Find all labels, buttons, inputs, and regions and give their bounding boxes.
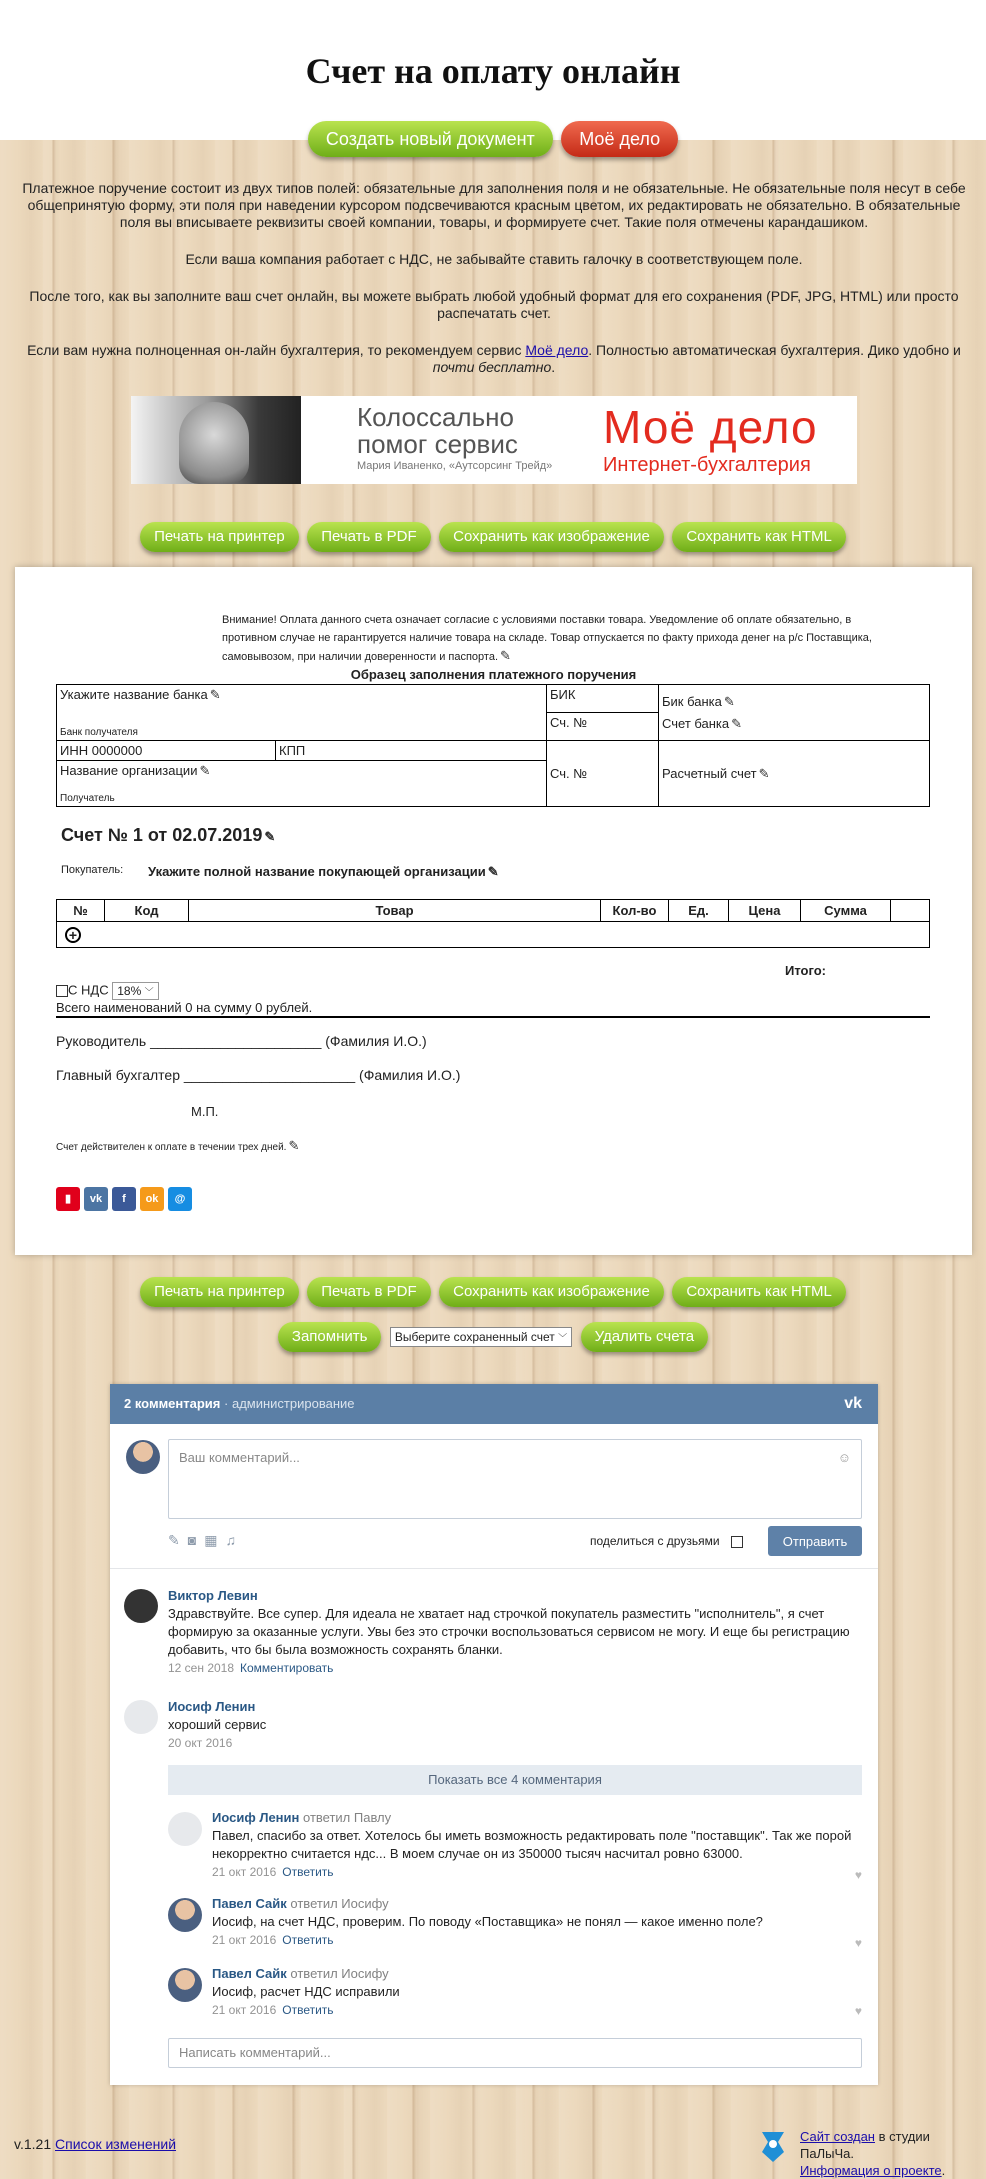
print-button[interactable]: Печать на принтер xyxy=(140,522,299,552)
action-buttons-top xyxy=(0,522,986,552)
banner-tagline: Интернет-бухгалтерия xyxy=(603,454,811,476)
validity-note[interactable]: Счет действителен к оплате в течении трех дней. ✎ xyxy=(56,1138,300,1153)
comment-author[interactable]: Иосиф Ленин xyxy=(168,1699,256,1714)
vk-logo-icon[interactable]: vk xyxy=(844,1395,862,1412)
pencil-icon: ✎ xyxy=(500,648,511,663)
footer-credits: Сайт создан в студии ПаЛыЧа. Информация о проекте. xyxy=(800,2129,946,2178)
bank-details-table xyxy=(56,684,930,807)
comment-text: Иосиф, на счет НДС, проверим. По поводу «Поставщика» не понял — какое именно поле? xyxy=(212,1914,763,1929)
person-photo-icon xyxy=(179,402,249,484)
intro-text xyxy=(16,180,972,396)
remember-button[interactable]: Запомнить xyxy=(278,1322,382,1352)
col-sum: Сумма xyxy=(801,900,891,922)
video-icon[interactable]: ▦ xyxy=(204,1532,226,1548)
comment-reply-link[interactable]: Ответить xyxy=(282,1933,334,1947)
intro-p1: Платежное поручение состоит из двух типов полей: обязательные для заполнения поля и не обязательные. Не обязательные поля несут в себе общепринятую форму, эти поля при наведении курсором подсвечиваются красным цветом, их редактировать не обязательно. В обязательные поля вы вписываете реквизиты своей компании, товары, и формируете счет. Такие поля отмечены карандашиком. xyxy=(22,180,966,230)
comment-date: 12 сен 2018 xyxy=(168,1661,235,1675)
print-button-bottom[interactable]: Печать на принтер xyxy=(140,1277,299,1307)
moe-delo-link[interactable]: Моё дело xyxy=(525,342,589,358)
top-actions xyxy=(0,121,986,157)
facebook-icon[interactable]: f xyxy=(112,1187,136,1211)
intro-p3: После того, как вы заполните ваш счет онлайн, вы можете выбрать любой удобный формат для его сохранения (PDF, JPG, HTML) или просто распечатать счет. xyxy=(29,288,959,321)
comment-reply-link[interactable]: Ответить xyxy=(282,1865,334,1879)
vat-checkbox[interactable] xyxy=(56,985,68,997)
inn-field[interactable]: ИНН 0000000 xyxy=(57,741,276,761)
share-checkbox[interactable] xyxy=(731,1536,743,1548)
kpp-field[interactable]: КПП xyxy=(276,741,547,761)
col-number: № xyxy=(57,900,105,922)
comment-author[interactable]: Виктор Левин xyxy=(168,1588,258,1603)
vk-comments-widget xyxy=(110,1384,878,2085)
like-icon[interactable]: ♥ xyxy=(854,1868,862,1882)
bank-name-cell[interactable]: Укажите название банка ✎ Банк получателя xyxy=(57,685,547,741)
avatar xyxy=(168,1968,202,2002)
comment-reply-link[interactable]: Комментировать xyxy=(240,1661,334,1675)
buyer-label: Покупатель: xyxy=(61,864,124,876)
accountant-signature: Главный бухгалтер ______________________ (Фамилия И.О.) xyxy=(56,1067,461,1083)
moe-delo-banner[interactable] xyxy=(131,396,857,484)
banner-brand: Моё дело xyxy=(603,401,818,453)
vk-header: 2 комментария · администрирование vk xyxy=(110,1384,878,1424)
pdf-button[interactable]: Печать в PDF xyxy=(307,522,430,552)
chevron-down-icon: ﹀ xyxy=(558,1333,568,1343)
vk-icon[interactable]: vk xyxy=(84,1187,108,1211)
invoice-form xyxy=(15,567,972,1255)
saved-invoices-row xyxy=(0,1322,986,1352)
show-all-comments-button[interactable]: Показать все 4 комментария xyxy=(168,1765,862,1795)
saved-invoice-select[interactable]: Выберите сохраненный счет ﹀ xyxy=(390,1327,572,1347)
comment-text: Иосиф, расчет НДС исправили xyxy=(212,1984,400,1999)
page-title: Счет на оплату онлайн xyxy=(305,51,681,91)
reply-item: Иосиф Ленин ответил Павлу Павел, спасибо за ответ. Хотелось бы иметь возможность редактировать поле "поставщик". Так же порой некорректно считается ндс... В моем случае он из 350000 тысяч насчитал ровно 63000. 21 окт 2016 Ответить xyxy=(212,1810,852,1879)
like-icon[interactable]: ♥ xyxy=(854,2004,862,2018)
emoji-icon[interactable]: ☺ xyxy=(837,1450,851,1465)
pencil-icon: ✎ xyxy=(731,715,743,731)
org-name-cell[interactable]: Название организации ✎ Получатель xyxy=(57,761,547,807)
save-html-button-bottom[interactable]: Сохранить как HTML xyxy=(672,1277,846,1307)
changelog-link[interactable]: Список изменений xyxy=(55,2136,177,2152)
col-quantity: Кол-во xyxy=(601,900,669,922)
comment-text: Здравствуйте. Все супер. Для идеала не хватает над строчкой покупатель разместить "исполнитель", я счет формирую за оказанные услуги. Увы без это строчки воспользоваться сервисом не могу. И еще бы регистрацию добавить, что бы была возможность сохранять бланки. xyxy=(168,1606,850,1657)
send-comment-button[interactable]: Отправить xyxy=(768,1526,862,1556)
director-signature: Руководитель ______________________ (Фамилия И.О.) xyxy=(56,1033,427,1049)
comment-text: хороший сервис xyxy=(168,1717,267,1732)
social-share xyxy=(56,1187,196,1211)
comment-text: Павел, спасибо за ответ. Хотелось бы иметь возможность редактировать поле "поставщик". Так же порой некорректно считается ндс... В моем случае он из 350000 тысяч насчитал ровно 63000. xyxy=(212,1828,852,1861)
site-created-link[interactable]: Сайт создан xyxy=(800,2129,875,2144)
account-no-label: Сч. № xyxy=(547,713,659,741)
banner-photo xyxy=(131,396,301,484)
brush-icon[interactable]: ✎ xyxy=(168,1532,188,1548)
col-code: Код xyxy=(105,900,189,922)
pencil-icon: ✎ xyxy=(199,763,211,778)
pencil-icon: ✎ xyxy=(209,687,221,702)
comment-date: 21 окт 2016 xyxy=(212,1865,277,1879)
project-info-link[interactable]: Информация о проекте xyxy=(800,2163,942,2178)
moimir-icon[interactable]: @ xyxy=(168,1187,192,1211)
save-image-button[interactable]: Сохранить как изображение xyxy=(439,522,664,552)
pencil-icon: ✎ xyxy=(288,1138,300,1153)
attach-tools xyxy=(168,1532,244,1549)
camera-icon[interactable]: ◙ xyxy=(187,1532,205,1548)
comment-reply-link[interactable]: Ответить xyxy=(282,2003,334,2017)
admin-link[interactable]: администрирование xyxy=(231,1396,355,1411)
intro-p4: Если вам нужна полноценная он-лайн бухгалтерия, то рекомендуем сервис Моё дело. Полностью автоматическая бухгалтерия. Дико удобно и почти бесплатно. xyxy=(27,342,961,375)
banner-caption: Мария Иваненко, «Аутсорсинг Трейд» xyxy=(357,460,553,472)
comment-form xyxy=(110,1424,878,1569)
goods-table xyxy=(56,899,930,948)
like-icon[interactable]: ♥ xyxy=(854,1936,862,1950)
bik-bank-cell[interactable]: Бик банка ✎ Счет банка ✎ xyxy=(659,685,930,741)
avatar xyxy=(168,1812,202,1846)
pencil-icon: ✎ xyxy=(487,864,499,879)
col-unit: Ед. xyxy=(669,900,729,922)
reply-item: Павел Сайк ответил Иосифу Иосиф, на счет НДС, проверим. По поводу «Поставщика» не понял — какое именно поле? 21 окт 2016 Ответить xyxy=(212,1895,852,1949)
bik-label: БИК xyxy=(547,685,659,713)
create-document-button[interactable]: Создать новый документ xyxy=(308,121,553,157)
col-price: Цена xyxy=(729,900,801,922)
sample-title: Образец заполнения платежного поручения xyxy=(350,667,637,682)
pencil-icon: ✎ xyxy=(758,765,770,781)
col-product: Товар xyxy=(189,900,601,922)
avatar xyxy=(168,1898,202,1932)
avatar xyxy=(126,1440,160,1474)
comment-author[interactable]: Павел Сайк xyxy=(212,1966,287,1981)
bookmark-icon[interactable]: ▮ xyxy=(56,1187,80,1211)
share-with-friends[interactable]: поделиться с друзьями xyxy=(590,1534,743,1548)
invoice-warning[interactable]: Внимание! Оплата данного счета означает согласие с условиями поставки товара. Уведомление об оплате обязательно, в противном случае не гарантируется наличие товара на складе. Товар отпускается по факту прихода денег на р/с Поставщика, самовывозом, при наличии доверенности и паспорта. ✎ xyxy=(222,614,872,663)
save-image-button-bottom[interactable]: Сохранить как изображение xyxy=(439,1277,664,1307)
studio-logo-icon xyxy=(758,2130,788,2164)
stamp-label: М.П. xyxy=(191,1104,219,1119)
write-comment-input[interactable]: Написать комментарий... xyxy=(168,2038,862,2068)
chevron-down-icon: ﹀ xyxy=(144,987,154,997)
comment-count: 2 комментария xyxy=(124,1396,221,1411)
comment-author[interactable]: Иосиф Ленин xyxy=(212,1810,300,1825)
reply-item: Павел Сайк ответил Иосифу Иосиф, расчет НДС исправили 21 окт 2016 Ответить xyxy=(212,1965,852,2019)
settlement-account-cell[interactable]: Расчетный счет ✎ xyxy=(659,741,930,807)
save-html-button[interactable]: Сохранить как HTML xyxy=(672,522,846,552)
comment-date: 20 окт 2016 xyxy=(168,1736,233,1750)
odnoklassniki-icon[interactable]: ok xyxy=(140,1187,164,1211)
vat-rate-select[interactable]: 18% ﹀ xyxy=(112,982,158,1000)
delete-invoices-button[interactable]: Удалить счета xyxy=(581,1322,708,1352)
avatar xyxy=(124,1589,158,1623)
comment-date: 21 окт 2016 xyxy=(212,2003,277,2017)
banner-headline: Колоссально помог сервис xyxy=(357,402,518,459)
footer-version: v.1.21 Список изменений xyxy=(14,2136,177,2152)
avatar xyxy=(124,1700,158,1734)
comment-item xyxy=(168,1587,858,1677)
comment-item xyxy=(168,1698,858,1752)
comment-input[interactable]: Ваш комментарий... ☺ xyxy=(168,1439,862,1519)
add-row-icon[interactable]: + xyxy=(65,927,81,943)
moe-delo-button[interactable]: Моё дело xyxy=(561,121,678,157)
vat-control: С НДС 18% ﹀ xyxy=(56,982,159,1000)
comment-author[interactable]: Павел Сайк xyxy=(212,1896,287,1911)
pdf-button-bottom[interactable]: Печать в PDF xyxy=(307,1277,430,1307)
action-buttons-bottom xyxy=(0,1277,986,1307)
pencil-icon: ✎ xyxy=(723,693,735,709)
invoice-title[interactable]: Счет № 1 от 02.07.2019 ✎ xyxy=(61,825,276,845)
add-row-cell xyxy=(57,922,930,948)
comment-date: 21 окт 2016 xyxy=(212,1933,277,1947)
summary-line: Всего наименований 0 на сумму 0 рублей. xyxy=(56,1000,930,1018)
col-extra xyxy=(891,900,930,922)
buyer-name-field[interactable]: Укажите полной название покупающей организации ✎ xyxy=(148,864,499,879)
total-label: Итого: xyxy=(785,963,826,978)
pencil-icon: ✎ xyxy=(264,829,276,844)
music-icon[interactable]: ♫ xyxy=(225,1532,244,1548)
intro-p2: Если ваша компания работает с НДС, не забывайте ставить галочку в соответствующем поле. xyxy=(185,251,803,267)
account-no2-label: Сч. № xyxy=(547,741,659,807)
